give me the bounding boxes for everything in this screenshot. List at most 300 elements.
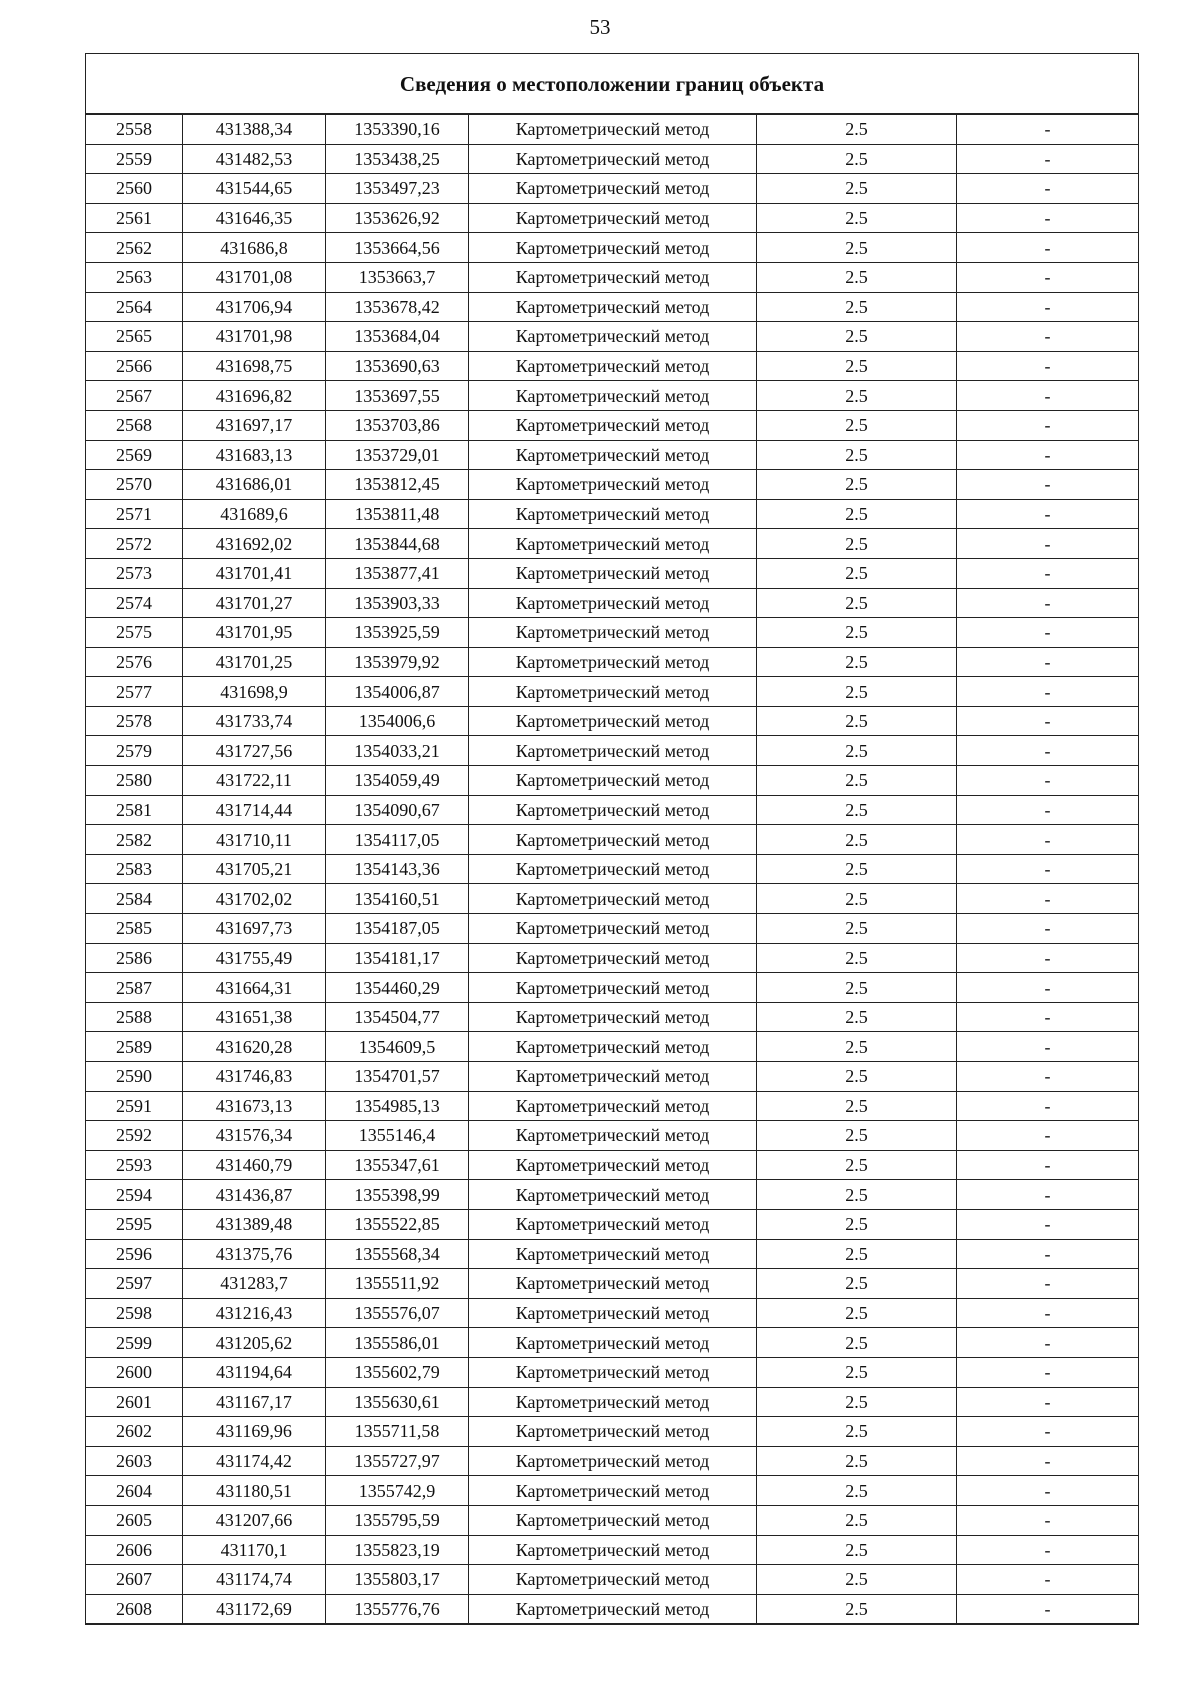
x-coordinate-cell: 431576,34 [183, 1121, 326, 1151]
table-row [86, 558, 1139, 588]
point-number-cell: 2603 [86, 1446, 183, 1476]
point-number-cell: 2581 [86, 795, 183, 825]
method-cell: Картометрический метод [469, 1091, 757, 1121]
method-cell: Картометрический метод [469, 351, 757, 381]
description-cell: - [957, 262, 1139, 292]
y-coordinate-cell: 1355803,17 [326, 1565, 469, 1595]
y-coordinate-cell: 1353729,01 [326, 440, 469, 470]
method-cell: Картометрический метод [469, 1535, 757, 1565]
table-row [86, 973, 1139, 1003]
description-cell: - [957, 1594, 1139, 1624]
y-coordinate-cell: 1354033,21 [326, 736, 469, 766]
description-cell: - [957, 1209, 1139, 1239]
x-coordinate-cell: 431389,48 [183, 1209, 326, 1239]
x-coordinate-cell: 431698,9 [183, 677, 326, 707]
accuracy-cell: 2.5 [757, 706, 957, 736]
x-coordinate-cell: 431174,42 [183, 1446, 326, 1476]
table-row [86, 943, 1139, 973]
accuracy-cell: 2.5 [757, 1150, 957, 1180]
description-cell: - [957, 144, 1139, 174]
point-number-cell: 2596 [86, 1239, 183, 1269]
method-cell: Картометрический метод [469, 677, 757, 707]
method-cell: Картометрический метод [469, 174, 757, 204]
table-row [86, 1002, 1139, 1032]
table-row [86, 825, 1139, 855]
description-cell: - [957, 1357, 1139, 1387]
table-row [86, 1269, 1139, 1299]
accuracy-cell: 2.5 [757, 1535, 957, 1565]
method-cell: Картометрический метод [469, 233, 757, 263]
point-number-cell: 2602 [86, 1417, 183, 1447]
description-cell: - [957, 943, 1139, 973]
description-cell: - [957, 1269, 1139, 1299]
y-coordinate-cell: 1354143,36 [326, 854, 469, 884]
x-coordinate-cell: 431664,31 [183, 973, 326, 1003]
point-number-cell: 2594 [86, 1180, 183, 1210]
y-coordinate-cell: 1354117,05 [326, 825, 469, 855]
accuracy-cell: 2.5 [757, 1209, 957, 1239]
method-cell: Картометрический метод [469, 144, 757, 174]
method-cell: Картометрический метод [469, 706, 757, 736]
point-number-cell: 2598 [86, 1298, 183, 1328]
y-coordinate-cell: 1353690,63 [326, 351, 469, 381]
description-cell: - [957, 529, 1139, 559]
point-number-cell: 2590 [86, 1062, 183, 1092]
accuracy-cell: 2.5 [757, 618, 957, 648]
table-row [86, 647, 1139, 677]
description-cell: - [957, 914, 1139, 944]
table-row [86, 410, 1139, 440]
x-coordinate-cell: 431646,35 [183, 203, 326, 233]
table-row [86, 174, 1139, 204]
point-number-cell: 2584 [86, 884, 183, 914]
description-cell: - [957, 854, 1139, 884]
y-coordinate-cell: 1353664,56 [326, 233, 469, 263]
accuracy-cell: 2.5 [757, 973, 957, 1003]
accuracy-cell: 2.5 [757, 1417, 957, 1447]
point-number-cell: 2580 [86, 766, 183, 796]
y-coordinate-cell: 1355522,85 [326, 1209, 469, 1239]
method-cell: Картометрический метод [469, 795, 757, 825]
x-coordinate-cell: 431701,98 [183, 322, 326, 352]
point-number-cell: 2566 [86, 351, 183, 381]
description-cell: - [957, 1505, 1139, 1535]
x-coordinate-cell: 431696,82 [183, 381, 326, 411]
method-cell: Картометрический метод [469, 618, 757, 648]
accuracy-cell: 2.5 [757, 144, 957, 174]
accuracy-cell: 2.5 [757, 499, 957, 529]
point-number-cell: 2562 [86, 233, 183, 263]
y-coordinate-cell: 1355711,58 [326, 1417, 469, 1447]
method-cell: Картометрический метод [469, 1594, 757, 1624]
accuracy-cell: 2.5 [757, 1032, 957, 1062]
table-row [86, 1032, 1139, 1062]
table-row [86, 1446, 1139, 1476]
point-number-cell: 2585 [86, 914, 183, 944]
accuracy-cell: 2.5 [757, 588, 957, 618]
x-coordinate-cell: 431697,73 [183, 914, 326, 944]
point-number-cell: 2577 [86, 677, 183, 707]
y-coordinate-cell: 1353626,92 [326, 203, 469, 233]
x-coordinate-cell: 431169,96 [183, 1417, 326, 1447]
x-coordinate-cell: 431689,6 [183, 499, 326, 529]
method-cell: Картометрический метод [469, 1328, 757, 1358]
description-cell: - [957, 1298, 1139, 1328]
accuracy-cell: 2.5 [757, 1446, 957, 1476]
y-coordinate-cell: 1353390,16 [326, 114, 469, 144]
description-cell: - [957, 618, 1139, 648]
accuracy-cell: 2.5 [757, 1328, 957, 1358]
x-coordinate-cell: 431388,34 [183, 114, 326, 144]
table-row [86, 1476, 1139, 1506]
y-coordinate-cell: 1355586,01 [326, 1328, 469, 1358]
table-row [86, 470, 1139, 500]
x-coordinate-cell: 431697,17 [183, 410, 326, 440]
description-cell: - [957, 825, 1139, 855]
point-number-cell: 2599 [86, 1328, 183, 1358]
table-row [86, 233, 1139, 263]
accuracy-cell: 2.5 [757, 1565, 957, 1595]
x-coordinate-cell: 431174,74 [183, 1565, 326, 1595]
description-cell: - [957, 1387, 1139, 1417]
table-row [86, 114, 1139, 144]
table-row [86, 499, 1139, 529]
x-coordinate-cell: 431170,1 [183, 1535, 326, 1565]
description-cell: - [957, 1180, 1139, 1210]
x-coordinate-cell: 431722,11 [183, 766, 326, 796]
table-row [86, 854, 1139, 884]
accuracy-cell: 2.5 [757, 1357, 957, 1387]
y-coordinate-cell: 1353684,04 [326, 322, 469, 352]
y-coordinate-cell: 1353903,33 [326, 588, 469, 618]
accuracy-cell: 2.5 [757, 558, 957, 588]
table-row [86, 1328, 1139, 1358]
x-coordinate-cell: 431701,27 [183, 588, 326, 618]
description-cell: - [957, 766, 1139, 796]
table-row [86, 1239, 1139, 1269]
description-cell: - [957, 203, 1139, 233]
table-row [86, 1091, 1139, 1121]
table-title: Сведения о местоположении границ объекта [86, 54, 1139, 115]
table-row [86, 914, 1139, 944]
accuracy-cell: 2.5 [757, 854, 957, 884]
accuracy-cell: 2.5 [757, 1505, 957, 1535]
point-number-cell: 2558 [86, 114, 183, 144]
method-cell: Картометрический метод [469, 558, 757, 588]
description-cell: - [957, 736, 1139, 766]
x-coordinate-cell: 431702,02 [183, 884, 326, 914]
accuracy-cell: 2.5 [757, 1180, 957, 1210]
y-coordinate-cell: 1353703,86 [326, 410, 469, 440]
method-cell: Картометрический метод [469, 262, 757, 292]
accuracy-cell: 2.5 [757, 174, 957, 204]
description-cell: - [957, 322, 1139, 352]
method-cell: Картометрический метод [469, 1032, 757, 1062]
accuracy-cell: 2.5 [757, 1002, 957, 1032]
y-coordinate-cell: 1354059,49 [326, 766, 469, 796]
point-number-cell: 2568 [86, 410, 183, 440]
description-cell: - [957, 1417, 1139, 1447]
point-number-cell: 2605 [86, 1505, 183, 1535]
table-row [86, 1387, 1139, 1417]
method-cell: Картометрический метод [469, 1446, 757, 1476]
point-number-cell: 2597 [86, 1269, 183, 1299]
x-coordinate-cell: 431710,11 [183, 825, 326, 855]
y-coordinate-cell: 1355795,59 [326, 1505, 469, 1535]
method-cell: Картометрический метод [469, 1565, 757, 1595]
accuracy-cell: 2.5 [757, 410, 957, 440]
point-number-cell: 2606 [86, 1535, 183, 1565]
page-number: 53 [589, 15, 611, 39]
method-cell: Картометрический метод [469, 647, 757, 677]
accuracy-cell: 2.5 [757, 795, 957, 825]
y-coordinate-cell: 1355823,19 [326, 1535, 469, 1565]
accuracy-cell: 2.5 [757, 233, 957, 263]
y-coordinate-cell: 1354006,87 [326, 677, 469, 707]
point-number-cell: 2560 [86, 174, 183, 204]
accuracy-cell: 2.5 [757, 1121, 957, 1151]
x-coordinate-cell: 431683,13 [183, 440, 326, 470]
table-row [86, 1594, 1139, 1624]
y-coordinate-cell: 1355742,9 [326, 1476, 469, 1506]
table-row [86, 884, 1139, 914]
accuracy-cell: 2.5 [757, 1476, 957, 1506]
boundary-coordinates-table [85, 53, 1139, 1625]
method-cell: Картометрический метод [469, 1387, 757, 1417]
description-cell: - [957, 1476, 1139, 1506]
point-number-cell: 2608 [86, 1594, 183, 1624]
y-coordinate-cell: 1354701,57 [326, 1062, 469, 1092]
table-row [86, 1121, 1139, 1151]
method-cell: Картометрический метод [469, 1298, 757, 1328]
x-coordinate-cell: 431701,41 [183, 558, 326, 588]
method-cell: Картометрический метод [469, 914, 757, 944]
point-number-cell: 2586 [86, 943, 183, 973]
method-cell: Картометрический метод [469, 499, 757, 529]
x-coordinate-cell: 431705,21 [183, 854, 326, 884]
x-coordinate-cell: 431755,49 [183, 943, 326, 973]
method-cell: Картометрический метод [469, 1357, 757, 1387]
accuracy-cell: 2.5 [757, 1239, 957, 1269]
point-number-cell: 2582 [86, 825, 183, 855]
x-coordinate-cell: 431733,74 [183, 706, 326, 736]
method-cell: Картометрический метод [469, 854, 757, 884]
method-cell: Картометрический метод [469, 1062, 757, 1092]
x-coordinate-cell: 431714,44 [183, 795, 326, 825]
table-row [86, 677, 1139, 707]
point-number-cell: 2571 [86, 499, 183, 529]
point-number-cell: 2607 [86, 1565, 183, 1595]
point-number-cell: 2574 [86, 588, 183, 618]
y-coordinate-cell: 1354160,51 [326, 884, 469, 914]
method-cell: Картометрический метод [469, 322, 757, 352]
accuracy-cell: 2.5 [757, 766, 957, 796]
description-cell: - [957, 381, 1139, 411]
table-row [86, 588, 1139, 618]
y-coordinate-cell: 1354090,67 [326, 795, 469, 825]
description-cell: - [957, 1032, 1139, 1062]
method-cell: Картометрический метод [469, 1150, 757, 1180]
table-row [86, 1062, 1139, 1092]
method-cell: Картометрический метод [469, 973, 757, 1003]
table-row [86, 618, 1139, 648]
point-number-cell: 2600 [86, 1357, 183, 1387]
method-cell: Картометрический метод [469, 381, 757, 411]
method-cell: Картометрический метод [469, 203, 757, 233]
method-cell: Картометрический метод [469, 1002, 757, 1032]
y-coordinate-cell: 1354187,05 [326, 914, 469, 944]
description-cell: - [957, 1565, 1139, 1595]
point-number-cell: 2583 [86, 854, 183, 884]
accuracy-cell: 2.5 [757, 825, 957, 855]
point-number-cell: 2576 [86, 647, 183, 677]
y-coordinate-cell: 1355602,79 [326, 1357, 469, 1387]
y-coordinate-cell: 1355776,76 [326, 1594, 469, 1624]
table-row [86, 203, 1139, 233]
y-coordinate-cell: 1353497,23 [326, 174, 469, 204]
method-cell: Картометрический метод [469, 529, 757, 559]
method-cell: Картометрический метод [469, 1505, 757, 1535]
x-coordinate-cell: 431701,95 [183, 618, 326, 648]
method-cell: Картометрический метод [469, 1180, 757, 1210]
point-number-cell: 2578 [86, 706, 183, 736]
y-coordinate-cell: 1355568,34 [326, 1239, 469, 1269]
x-coordinate-cell: 431207,66 [183, 1505, 326, 1535]
description-cell: - [957, 233, 1139, 263]
accuracy-cell: 2.5 [757, 677, 957, 707]
x-coordinate-cell: 431692,02 [183, 529, 326, 559]
description-cell: - [957, 588, 1139, 618]
y-coordinate-cell: 1353979,92 [326, 647, 469, 677]
table-row [86, 766, 1139, 796]
table-row [86, 381, 1139, 411]
y-coordinate-cell: 1353811,48 [326, 499, 469, 529]
table-row [86, 1298, 1139, 1328]
table-row [86, 322, 1139, 352]
point-number-cell: 2570 [86, 470, 183, 500]
y-coordinate-cell: 1355398,99 [326, 1180, 469, 1210]
description-cell: - [957, 884, 1139, 914]
y-coordinate-cell: 1354181,17 [326, 943, 469, 973]
point-number-cell: 2573 [86, 558, 183, 588]
description-cell: - [957, 677, 1139, 707]
accuracy-cell: 2.5 [757, 114, 957, 144]
table-title-row [86, 54, 1139, 115]
accuracy-cell: 2.5 [757, 943, 957, 973]
description-cell: - [957, 292, 1139, 322]
point-number-cell: 2569 [86, 440, 183, 470]
description-cell: - [957, 1062, 1139, 1092]
description-cell: - [957, 647, 1139, 677]
method-cell: Картометрический метод [469, 1121, 757, 1151]
accuracy-cell: 2.5 [757, 1298, 957, 1328]
description-cell: - [957, 1002, 1139, 1032]
y-coordinate-cell: 1355630,61 [326, 1387, 469, 1417]
description-cell: - [957, 795, 1139, 825]
y-coordinate-cell: 1353925,59 [326, 618, 469, 648]
point-number-cell: 2593 [86, 1150, 183, 1180]
y-coordinate-cell: 1354504,77 [326, 1002, 469, 1032]
y-coordinate-cell: 1355511,92 [326, 1269, 469, 1299]
y-coordinate-cell: 1355576,07 [326, 1298, 469, 1328]
description-cell: - [957, 1328, 1139, 1358]
point-number-cell: 2588 [86, 1002, 183, 1032]
point-number-cell: 2575 [86, 618, 183, 648]
x-coordinate-cell: 431194,64 [183, 1357, 326, 1387]
x-coordinate-cell: 431460,79 [183, 1150, 326, 1180]
y-coordinate-cell: 1354609,5 [326, 1032, 469, 1062]
y-coordinate-cell: 1355727,97 [326, 1446, 469, 1476]
x-coordinate-cell: 431205,62 [183, 1328, 326, 1358]
method-cell: Картометрический метод [469, 440, 757, 470]
accuracy-cell: 2.5 [757, 736, 957, 766]
point-number-cell: 2587 [86, 973, 183, 1003]
point-number-cell: 2601 [86, 1387, 183, 1417]
point-number-cell: 2572 [86, 529, 183, 559]
table-row [86, 292, 1139, 322]
description-cell: - [957, 114, 1139, 144]
x-coordinate-cell: 431544,65 [183, 174, 326, 204]
accuracy-cell: 2.5 [757, 914, 957, 944]
x-coordinate-cell: 431673,13 [183, 1091, 326, 1121]
y-coordinate-cell: 1354460,29 [326, 973, 469, 1003]
method-cell: Картометрический метод [469, 410, 757, 440]
x-coordinate-cell: 431283,7 [183, 1269, 326, 1299]
point-number-cell: 2559 [86, 144, 183, 174]
accuracy-cell: 2.5 [757, 262, 957, 292]
description-cell: - [957, 1091, 1139, 1121]
accuracy-cell: 2.5 [757, 203, 957, 233]
accuracy-cell: 2.5 [757, 322, 957, 352]
description-cell: - [957, 1150, 1139, 1180]
table-row [86, 144, 1139, 174]
y-coordinate-cell: 1353438,25 [326, 144, 469, 174]
description-cell: - [957, 1239, 1139, 1269]
description-cell: - [957, 410, 1139, 440]
method-cell: Картометрический метод [469, 943, 757, 973]
method-cell: Картометрический метод [469, 1417, 757, 1447]
description-cell: - [957, 706, 1139, 736]
table-row [86, 1209, 1139, 1239]
method-cell: Картометрический метод [469, 588, 757, 618]
y-coordinate-cell: 1354985,13 [326, 1091, 469, 1121]
x-coordinate-cell: 431620,28 [183, 1032, 326, 1062]
description-cell: - [957, 1446, 1139, 1476]
point-number-cell: 2595 [86, 1209, 183, 1239]
point-number-cell: 2563 [86, 262, 183, 292]
x-coordinate-cell: 431216,43 [183, 1298, 326, 1328]
accuracy-cell: 2.5 [757, 529, 957, 559]
point-number-cell: 2564 [86, 292, 183, 322]
method-cell: Картометрический метод [469, 470, 757, 500]
y-coordinate-cell: 1355347,61 [326, 1150, 469, 1180]
method-cell: Картометрический метод [469, 1269, 757, 1299]
accuracy-cell: 2.5 [757, 351, 957, 381]
accuracy-cell: 2.5 [757, 1062, 957, 1092]
description-cell: - [957, 973, 1139, 1003]
method-cell: Картометрический метод [469, 114, 757, 144]
table-row [86, 1357, 1139, 1387]
table-row [86, 1180, 1139, 1210]
table-row [86, 706, 1139, 736]
table-row [86, 529, 1139, 559]
y-coordinate-cell: 1353844,68 [326, 529, 469, 559]
method-cell: Картометрический метод [469, 1209, 757, 1239]
description-cell: - [957, 440, 1139, 470]
accuracy-cell: 2.5 [757, 884, 957, 914]
point-number-cell: 2591 [86, 1091, 183, 1121]
accuracy-cell: 2.5 [757, 1594, 957, 1624]
